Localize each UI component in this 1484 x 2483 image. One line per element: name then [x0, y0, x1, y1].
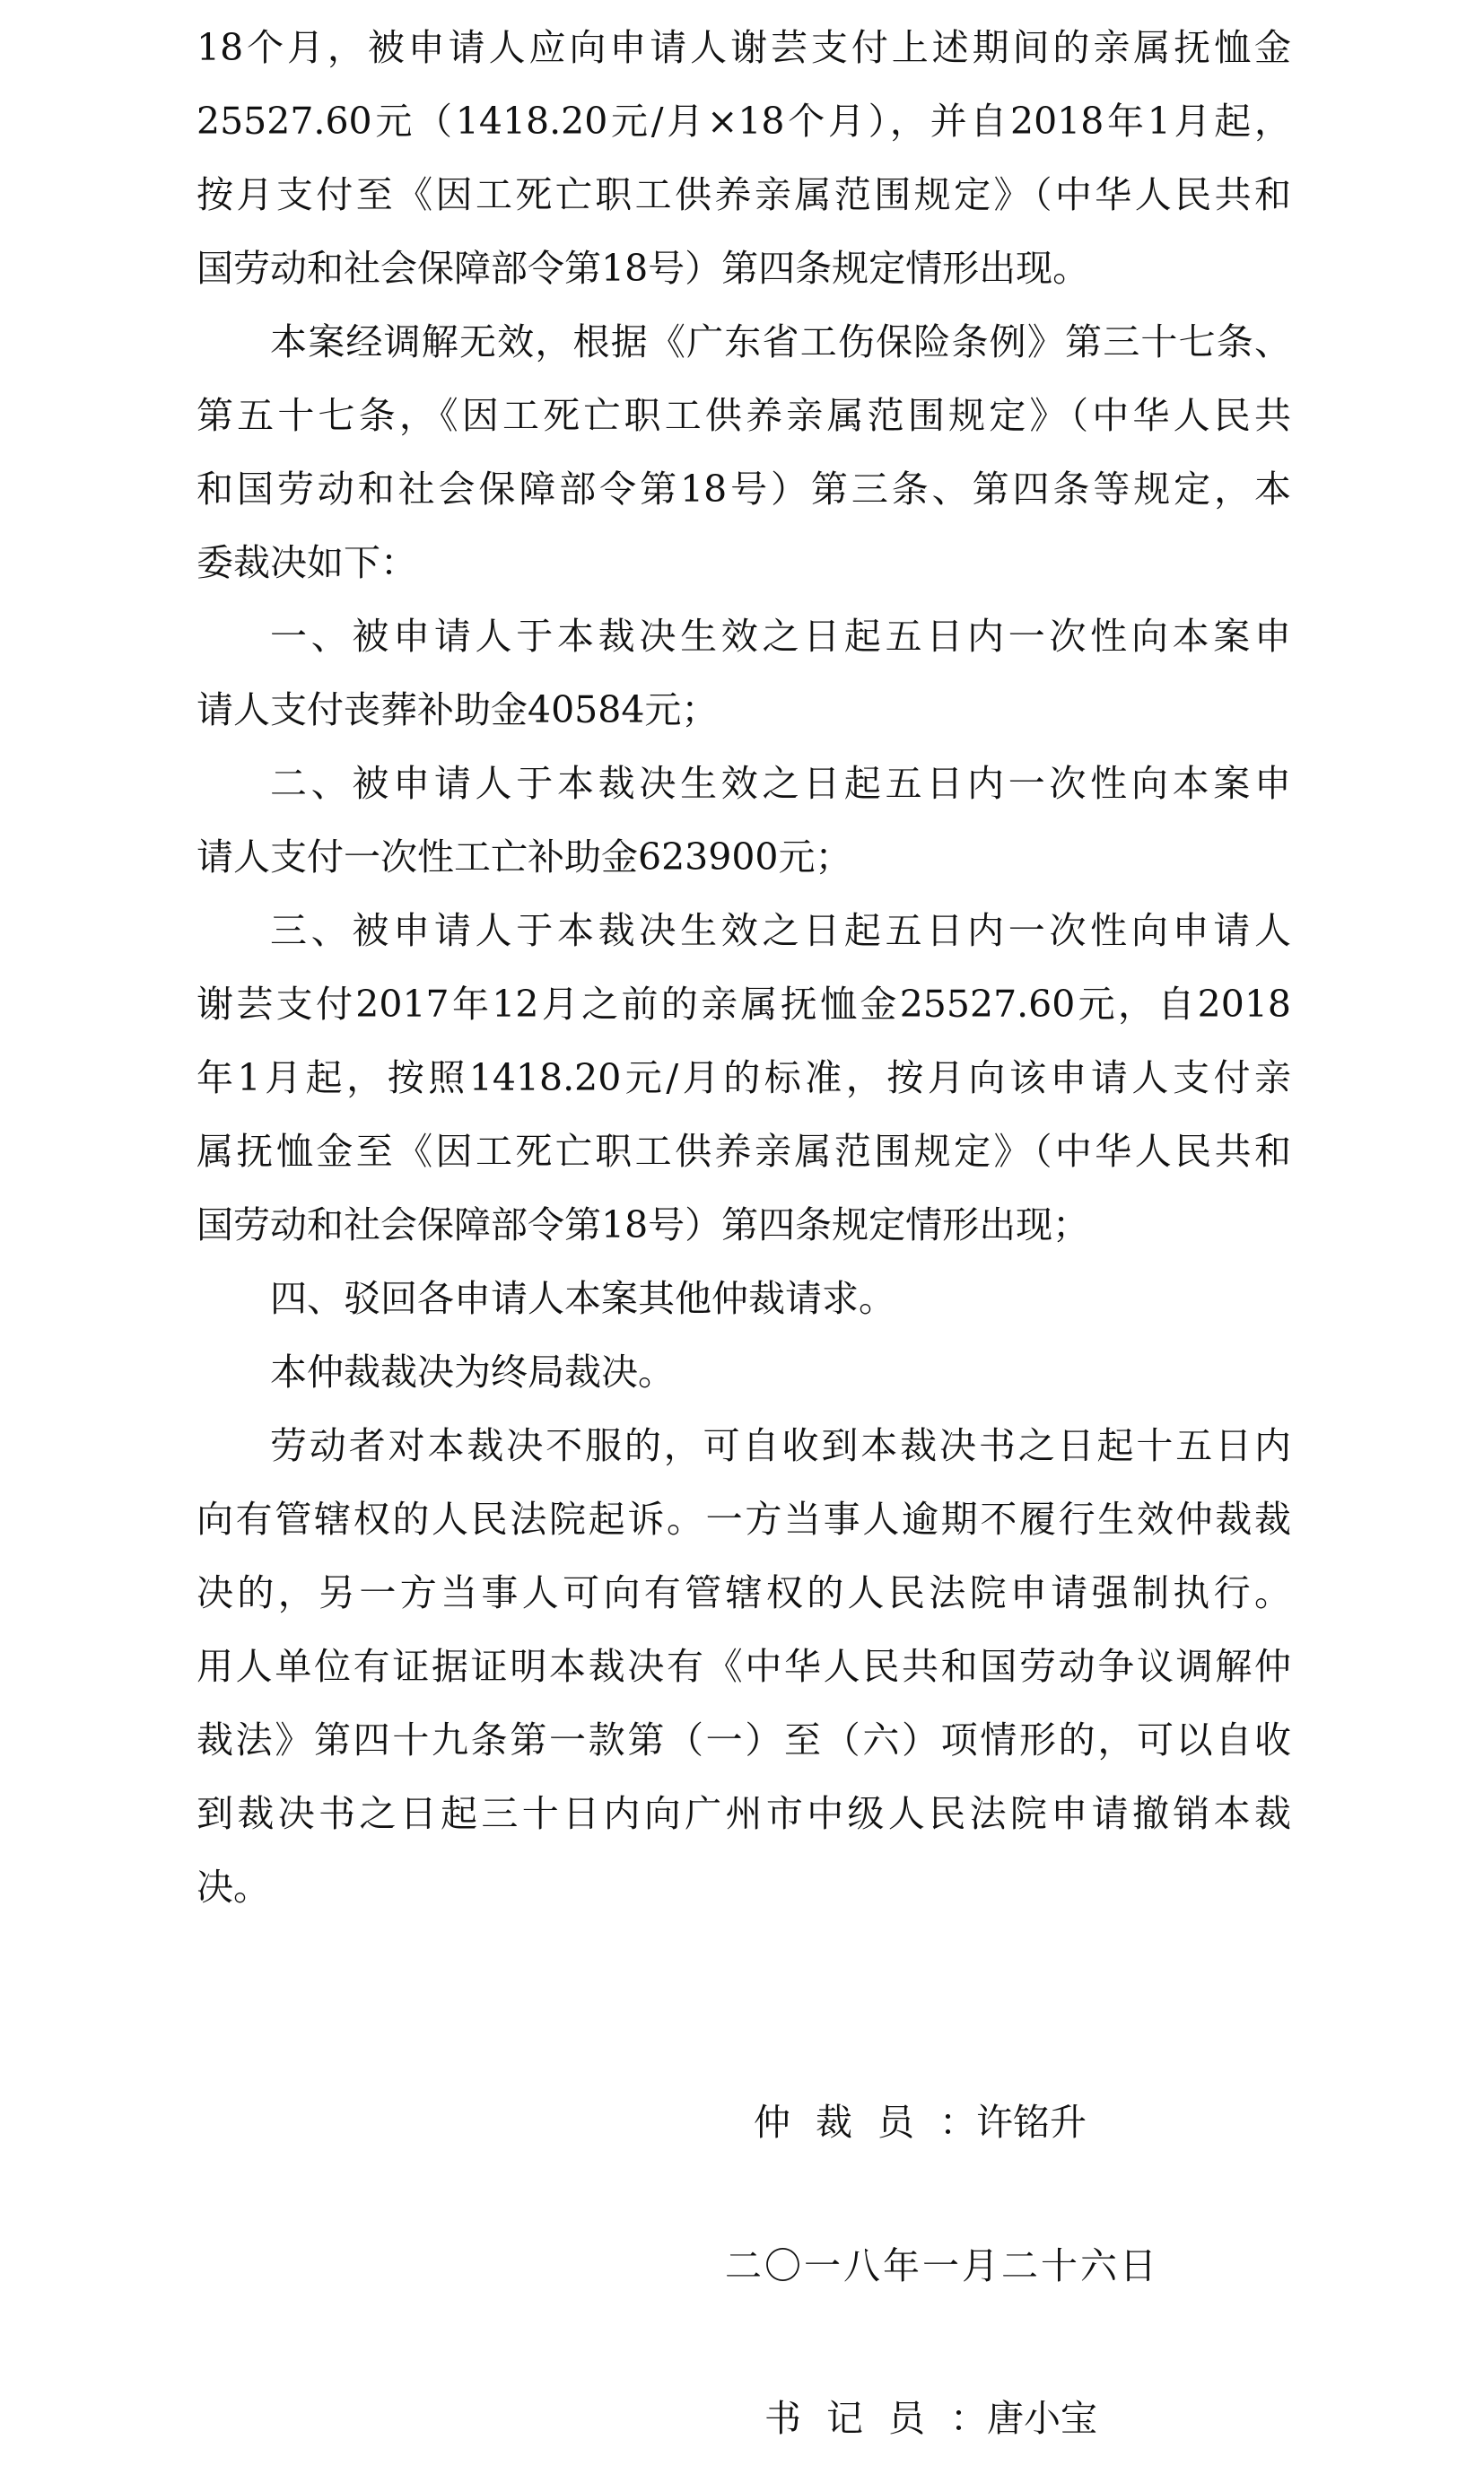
text-line: 谢芸支付2017年12月之前的亲属抚恤金25527.60元，自2018	[196, 983, 1291, 1026]
text-line: 年1月起，按照1418.20元/月的标准，按月向该申请人支付亲	[196, 1056, 1291, 1099]
arbitrator-name: 许铭升	[976, 2101, 1087, 2144]
text-line: 二、被申请人于本裁决生效之日起五日内一次性向本案申	[270, 762, 1291, 805]
text-line: 四、驳回各申请人本案其他仲裁请求。	[270, 1277, 895, 1320]
text-line: 25527.60元（1418.20元/月×18个月），并自2018年1月起，	[196, 100, 1291, 143]
text-line: 和国劳动和社会保障部令第18号）第三条、第四条等规定，本	[196, 468, 1291, 511]
clerk-colon: ：	[950, 2397, 987, 2440]
text-line: 委裁决如下：	[196, 541, 417, 584]
arbitrator-signature	[754, 2095, 1087, 2149]
text-line: 决的，另一方当事人可向有管辖权的人民法院申请强制执行。	[196, 1571, 1291, 1614]
text-line: 国劳动和社会保障部令第18号）第四条规定情形出现；	[196, 1203, 1090, 1246]
text-line: 请人支付丧葬补助金40584元；	[196, 688, 719, 731]
text-line: 本案经调解无效，根据《广东省工伤保险条例》第三十七条、	[270, 320, 1291, 363]
text-line: 属抚恤金至《因工死亡职工供养亲属范围规定》（中华人民共和	[196, 1130, 1291, 1173]
document-body	[196, 11, 1291, 1924]
text-line: 第五十七条，《因工死亡职工供养亲属范围规定》（中华人民共	[196, 394, 1291, 437]
clerk-role: 书记员	[764, 2397, 950, 2440]
text-line: 三、被申请人于本裁决生效之日起五日内一次性向申请人	[270, 909, 1291, 952]
text-line: 18个月，被申请人应向申请人谢芸支付上述期间的亲属抚恤金	[196, 26, 1291, 69]
text-line: 请人支付一次性工亡补助金623900元；	[196, 835, 852, 879]
arbitrator-colon: ：	[939, 2101, 976, 2144]
text-line: 裁法》第四十九条第一款第（一）至（六）项情形的，可以自收	[196, 1718, 1291, 1762]
text-line: 决。	[196, 1866, 270, 1909]
clerk-name: 唐小宝	[987, 2397, 1097, 2440]
text-line: 一、被申请人于本裁决生效之日起五日内一次性向本案申	[270, 615, 1291, 658]
decision-date: 二〇一八年一月二十六日	[725, 2244, 1159, 2287]
text-line: 劳动者对本裁决不服的，可自收到本裁决书之日起十五日内	[270, 1424, 1291, 1467]
text-line: 用人单位有证据证明本裁决有《中华人民共和国劳动争议调解仲	[196, 1645, 1291, 1688]
arbitrator-role: 仲裁员	[754, 2101, 939, 2144]
text-line: 国劳动和社会保障部令第18号）第四条规定情形出现。	[196, 247, 1090, 290]
text-line: 本仲裁裁决为终局裁决。	[270, 1351, 675, 1394]
clerk-signature	[764, 2391, 1097, 2445]
text-line: 到裁决书之日起三十日内向广州市中级人民法院申请撤销本裁	[196, 1792, 1291, 1835]
text-line: 向有管辖权的人民法院起诉。一方当事人逾期不履行生效仲裁裁	[196, 1498, 1291, 1541]
text-line: 按月支付至《因工死亡职工供养亲属范围规定》（中华人民共和	[196, 173, 1291, 216]
